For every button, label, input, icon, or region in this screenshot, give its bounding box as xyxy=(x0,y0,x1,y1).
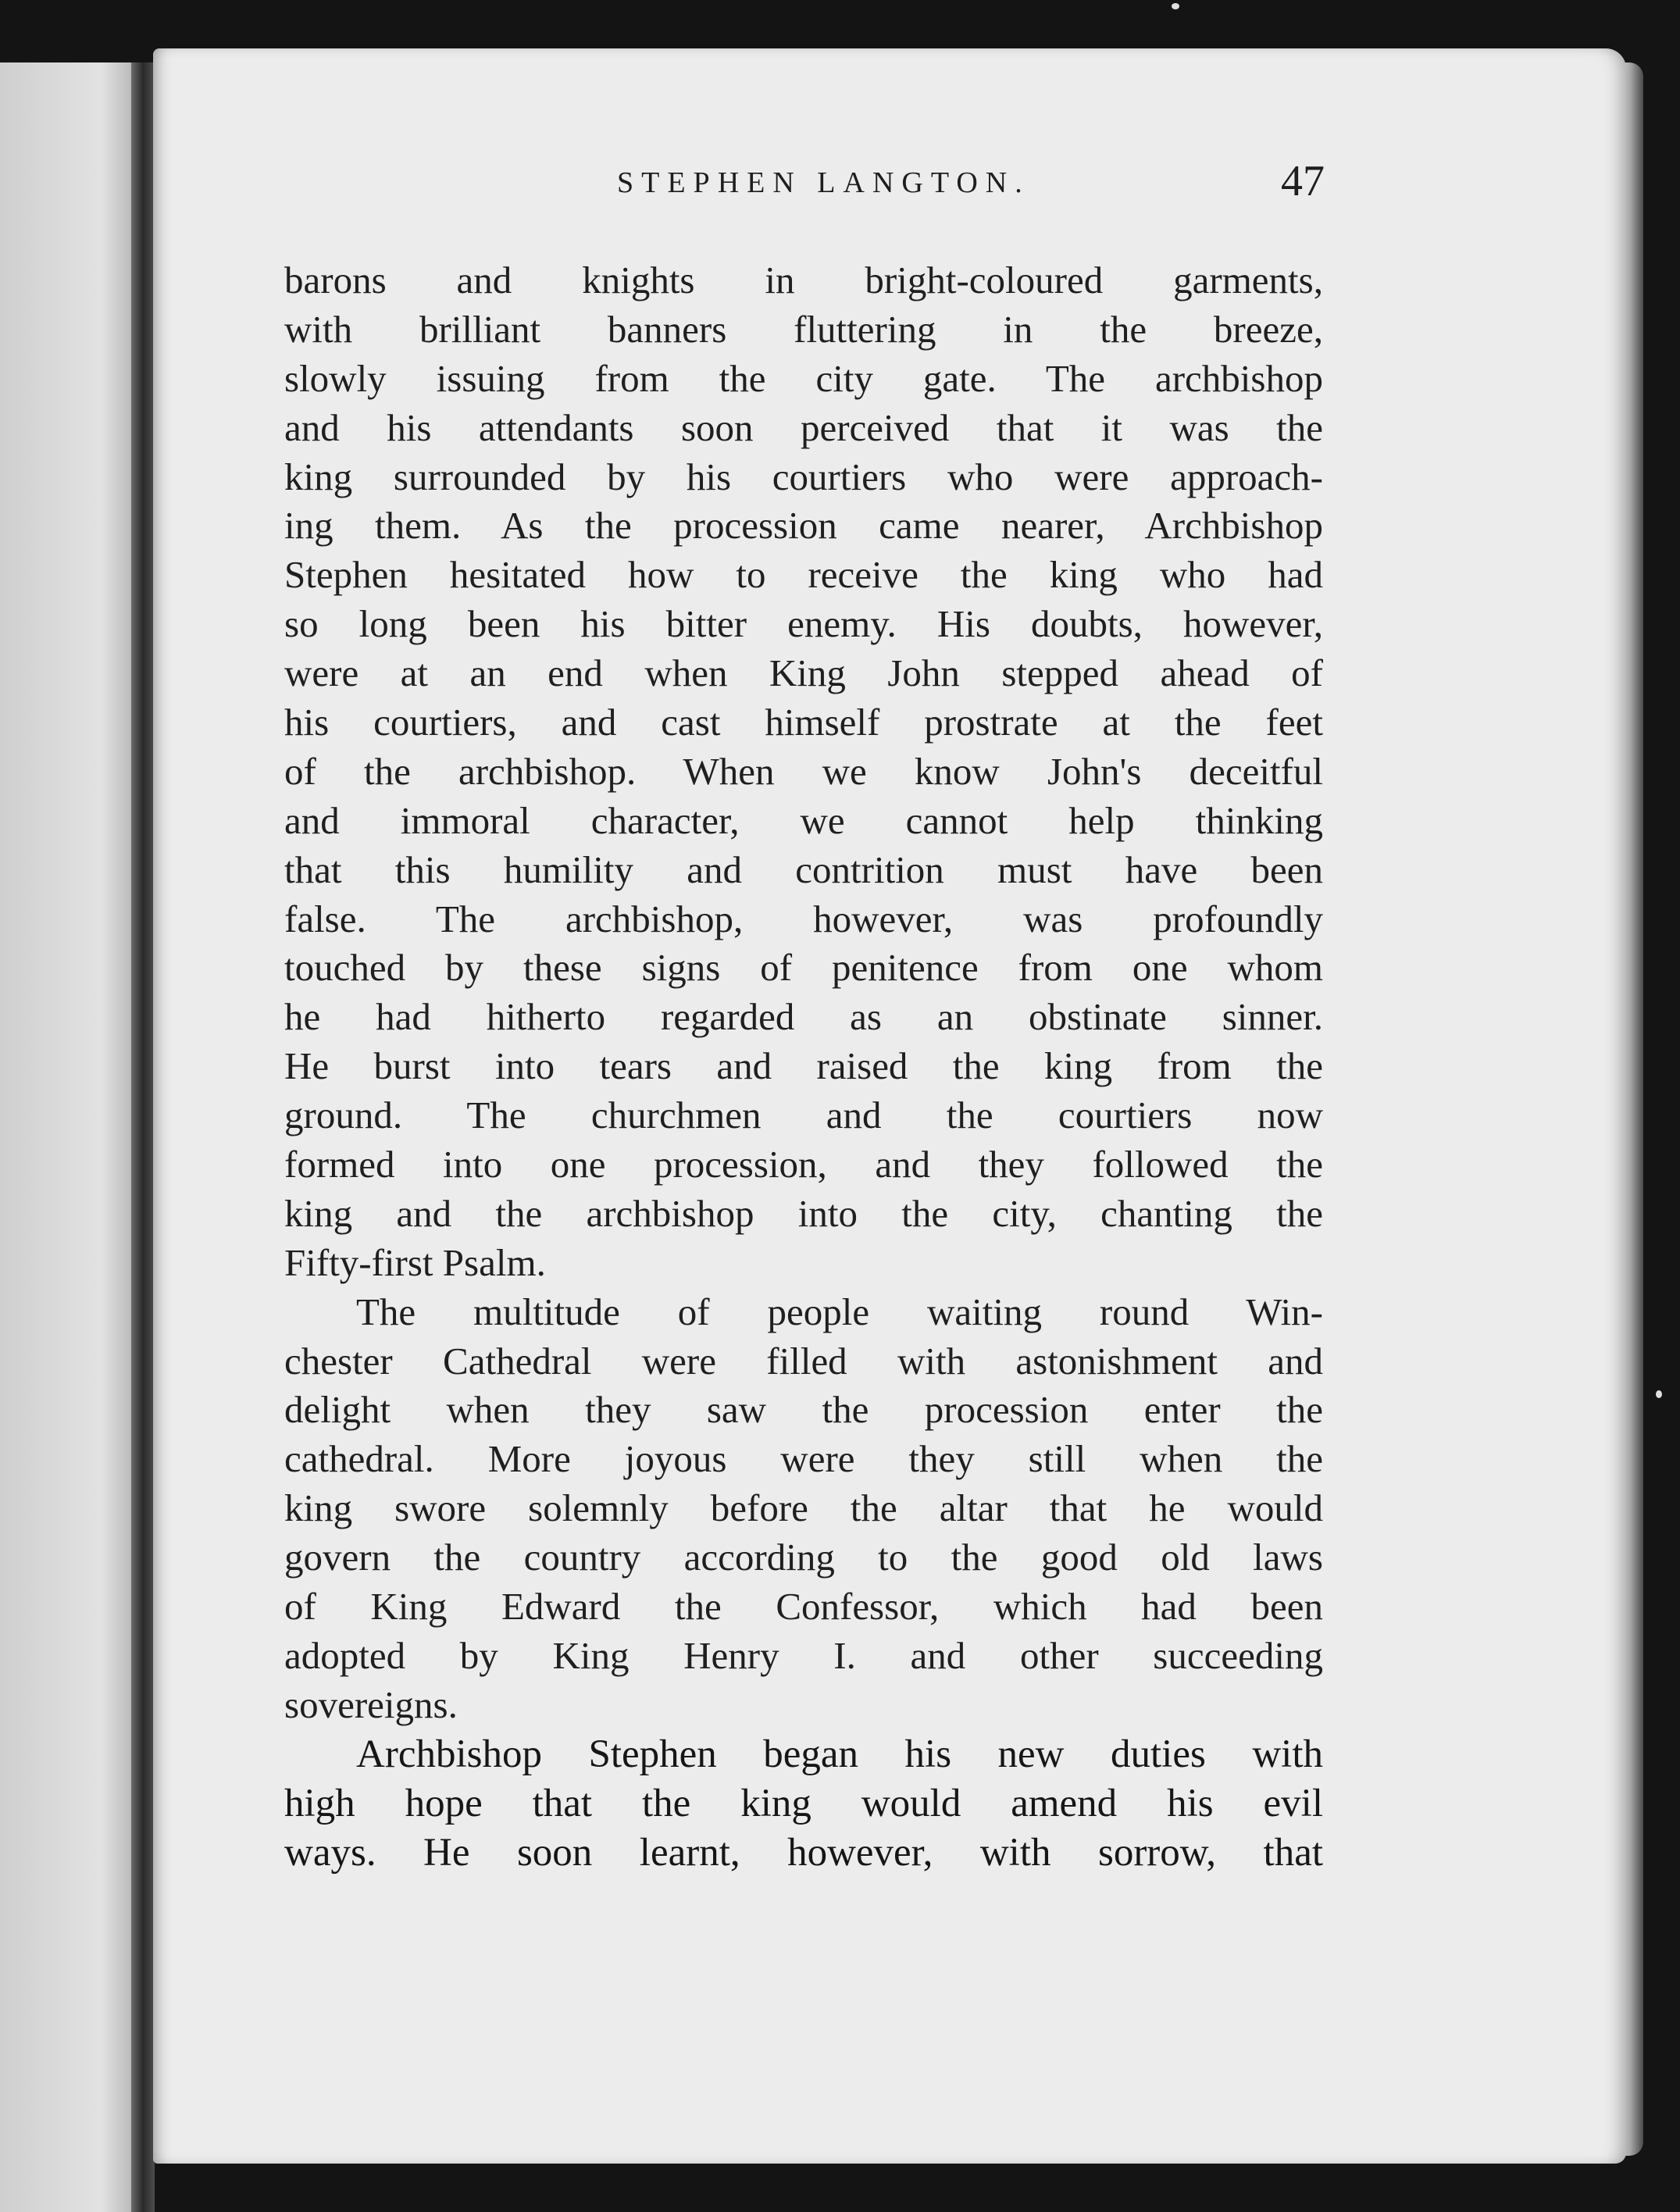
paragraph-end-line: Fifty-first Psalm. xyxy=(284,1240,546,1284)
text-line: were at an end when King John stepped ahead of xyxy=(284,651,1323,695)
scan-speck xyxy=(1172,3,1179,9)
text-line: delight when they saw the procession enter the xyxy=(284,1388,1323,1432)
text-line: and his attendants soon perceived that it was the xyxy=(284,405,1323,449)
text-line: of King Edward the Confessor, which had been xyxy=(284,1585,1323,1629)
text-line: so long been his bitter enemy. His doubts, however, xyxy=(284,602,1323,646)
text-line: ground. The churchmen and the courtiers now xyxy=(284,1094,1323,1137)
text-line: and immoral character, we cannot help thinking xyxy=(284,798,1323,842)
text-line: king swore solemnly before the altar that he would xyxy=(284,1486,1323,1530)
text-line: that this humility and contrition must have been xyxy=(284,847,1323,891)
running-head: STEPHEN LANGTON. xyxy=(617,166,1030,199)
text-line: barons and knights in bright-coloured garments, xyxy=(284,259,1323,301)
text-line: his courtiers, and cast himself prostrate at the feet xyxy=(284,701,1323,744)
book-gutter xyxy=(131,62,155,2212)
facing-page-edge xyxy=(0,62,144,2212)
text-line: chester Cathedral were filled with astonishment and xyxy=(284,1339,1323,1382)
text-line: king surrounded by his courtiers who were approach- xyxy=(284,455,1323,498)
text-line: of the archbishop. When we know John's deceitful xyxy=(284,749,1323,793)
text-line: ways. He soon learnt, however, with sorrow, that xyxy=(284,1830,1323,1875)
text-line: high hope that the king would amend his evil xyxy=(284,1781,1323,1825)
paragraph-start-line: The multitude of people waiting round Win- xyxy=(356,1290,1323,1333)
text-line: cathedral. More joyous were they still when the xyxy=(284,1437,1323,1481)
page-number: 47 xyxy=(1281,157,1325,205)
paragraph-end-line: sovereigns. xyxy=(284,1682,458,1726)
paragraph-start-line: Archbishop Stephen began his new duties with xyxy=(356,1732,1323,1776)
scan-speck xyxy=(1656,1390,1662,1398)
text-line: with brilliant banners fluttering in the breeze, xyxy=(284,307,1323,351)
text-line: He burst into tears and raised the king from the xyxy=(284,1044,1323,1088)
text-line: touched by these signs of penitence from one whom xyxy=(284,946,1323,990)
text-line: ing them. As the procession came nearer, Archbishop xyxy=(284,504,1323,548)
text-line: formed into one procession, and they followed the xyxy=(284,1143,1323,1186)
body-text xyxy=(284,256,1323,1877)
text-line: adopted by King Henry I. and other succeeding xyxy=(284,1633,1323,1677)
text-line: Stephen hesitated how to receive the king who had xyxy=(284,553,1323,597)
text-line: false. The archbishop, however, was profoundly xyxy=(284,897,1323,940)
text-line: govern the country according to the good old laws xyxy=(284,1536,1323,1579)
text-line: he had hitherto regarded as an obstinate sinner. xyxy=(284,995,1323,1039)
text-line: slowly issuing from the city gate. The archbishop xyxy=(284,356,1323,400)
text-line: king and the archbishop into the city, chanting the xyxy=(284,1191,1323,1235)
